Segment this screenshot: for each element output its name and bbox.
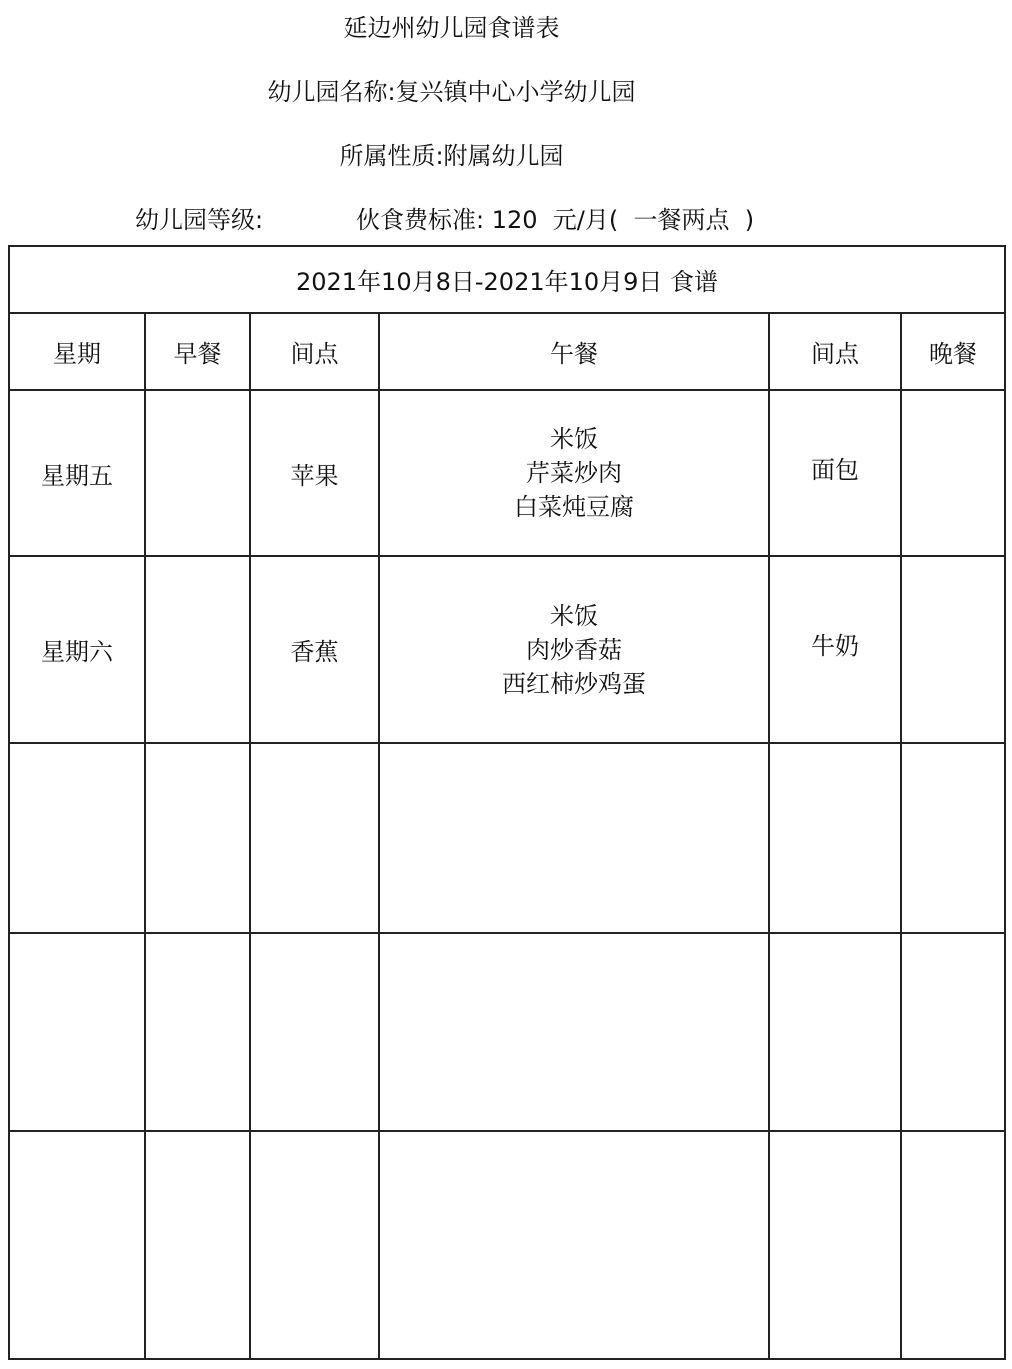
empty-cell	[250, 1131, 379, 1359]
lunch-cell	[379, 390, 769, 556]
snack-2-text: 牛奶	[811, 632, 859, 660]
empty-cell	[901, 933, 1005, 1131]
column-header-day: 星期	[9, 313, 145, 390]
lunch-item: 西红柿炒鸡蛋	[502, 669, 646, 698]
empty-cell	[145, 743, 250, 933]
dinner-cell	[901, 556, 1005, 743]
column-header-breakfast: 早餐	[145, 313, 250, 390]
breakfast-cell	[145, 390, 250, 556]
lunch-item: 米饭	[550, 601, 598, 630]
empty-cell	[769, 933, 901, 1131]
empty-cell	[145, 933, 250, 1131]
lunch-cell	[379, 556, 769, 743]
empty-cell	[901, 743, 1005, 933]
empty-cell	[145, 1131, 250, 1359]
empty-cell	[379, 933, 769, 1131]
day-cell: 星期六	[9, 556, 145, 743]
menu-table	[8, 245, 1006, 1360]
food-fee-standard: 伙食费标准: 120 元/月( 一餐两点 )	[356, 206, 755, 234]
kindergarten-nature: 所属性质:附属幼儿园	[339, 142, 564, 170]
table-row	[9, 556, 1005, 743]
snack-1-cell: 苹果	[250, 390, 379, 556]
header-row	[9, 313, 1005, 390]
snack-2-cell	[769, 556, 901, 743]
kindergarten-grade: 幼儿园等级:	[135, 206, 264, 234]
column-header-snack-1: 间点	[250, 313, 379, 390]
empty-cell	[379, 1131, 769, 1359]
empty-row	[9, 1131, 1005, 1359]
empty-row	[9, 933, 1005, 1131]
empty-cell	[250, 743, 379, 933]
empty-cell	[9, 743, 145, 933]
empty-cell	[250, 933, 379, 1131]
snack-2-text: 面包	[811, 455, 859, 484]
empty-cell	[9, 1131, 145, 1359]
column-header-snack-2: 间点	[769, 313, 901, 390]
page-title: 延边州幼儿园食谱表	[343, 14, 560, 42]
snack-2-cell	[769, 390, 901, 556]
empty-cell	[9, 933, 145, 1131]
date-range-cell: 2021年10月8日-2021年10月9日 食谱	[9, 246, 1005, 313]
lunch-item: 芹菜炒肉	[526, 459, 622, 487]
empty-row	[9, 743, 1005, 933]
table-row	[9, 390, 1005, 556]
empty-cell	[769, 1131, 901, 1359]
empty-cell	[379, 743, 769, 933]
kindergarten-name: 幼儿园名称:复兴镇中心小学幼儿园	[267, 78, 636, 106]
day-cell: 星期五	[9, 390, 145, 556]
empty-cell	[901, 1131, 1005, 1359]
lunch-item: 米饭	[550, 425, 598, 453]
empty-cell	[769, 743, 901, 933]
column-header-lunch: 午餐	[379, 313, 769, 390]
lunch-item: 肉炒香菇	[526, 635, 622, 664]
breakfast-cell	[145, 556, 250, 743]
dinner-cell	[901, 390, 1005, 556]
date-range-row	[9, 246, 1005, 313]
snack-1-cell: 香蕉	[250, 556, 379, 743]
column-header-dinner: 晚餐	[901, 313, 1005, 390]
lunch-item: 白菜炖豆腐	[514, 493, 634, 521]
